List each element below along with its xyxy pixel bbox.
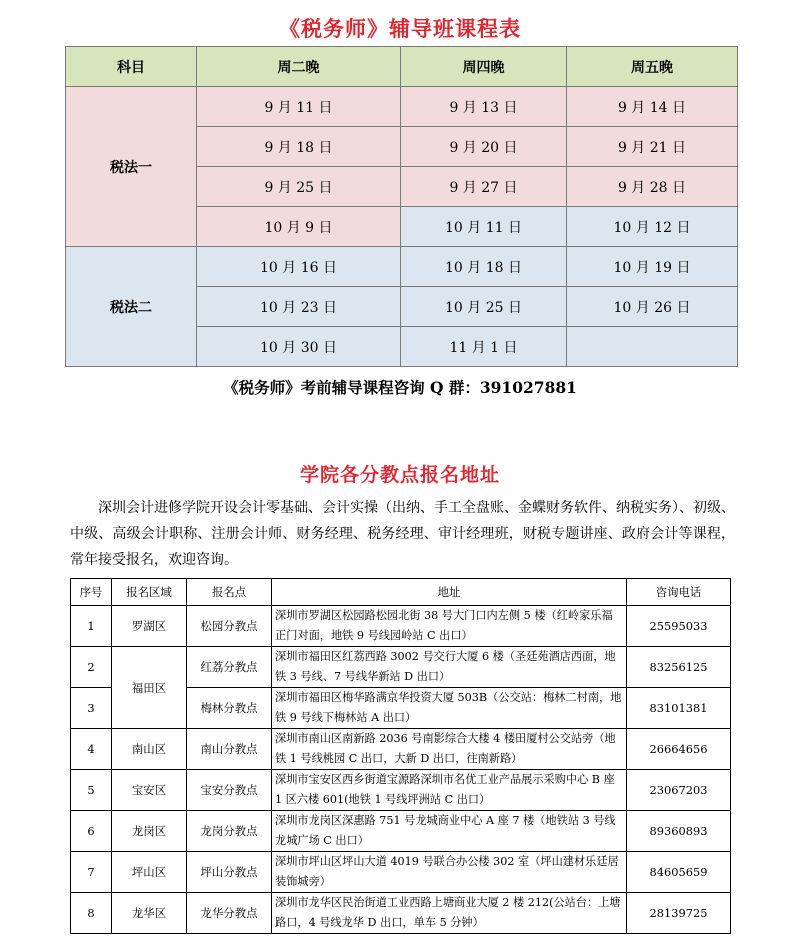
schedule-cell: 10 月 25 日 bbox=[401, 287, 567, 327]
schedule-cell: 9 月 28 日 bbox=[567, 167, 738, 207]
schedule-title: 《税务师》辅导班课程表 bbox=[279, 17, 521, 41]
row-address: 深圳市龙华区民治街道工业西路上塘商业大厦 2 楼 212(公站台：上塘路口，4 号线龙华 D 出口，单车 5 分钟） bbox=[272, 893, 627, 934]
row-area: 福田区 bbox=[112, 647, 187, 729]
row-phone: 83256125 bbox=[627, 647, 731, 688]
row-site: 龙华分教点 bbox=[187, 893, 272, 934]
row-address: 深圳市罗湖区松园路松园北街 38 号大门口内左侧 5 楼（红岭家乐福正门对面，地铁 9 号线园岭站 C 出口） bbox=[272, 606, 627, 647]
row-no: 5 bbox=[71, 770, 112, 811]
row-area: 宝安区 bbox=[112, 770, 187, 811]
schedule-cell: 11 月 1 日 bbox=[401, 327, 567, 367]
row-no: 2 bbox=[71, 647, 112, 688]
row-site: 龙岗分教点 bbox=[187, 811, 272, 852]
schedule-cell: 10 月 11 日 bbox=[401, 207, 567, 247]
schedule-cell: 10 月 9 日 bbox=[197, 207, 401, 247]
row-phone: 26664656 bbox=[627, 729, 731, 770]
header-tuesday: 周二晚 bbox=[197, 47, 401, 87]
row-phone: 84605659 bbox=[627, 852, 731, 893]
schedule-cell: 10 月 19 日 bbox=[567, 247, 738, 287]
row-address: 深圳市坪山区坪山大道 4019 号联合办公楼 302 室（坪山建材乐廷居装饰城旁） bbox=[272, 852, 627, 893]
header-thursday: 周四晚 bbox=[401, 47, 567, 87]
schedule-cell: 10 月 12 日 bbox=[567, 207, 738, 247]
table-row bbox=[71, 811, 731, 852]
schedule-cell: 9 月 21 日 bbox=[567, 127, 738, 167]
row-address: 深圳市龙岗区深惠路 751 号龙城商业中心 A 座 7 楼（地铁站 3 号线龙城广场 C 出口） bbox=[272, 811, 627, 852]
schedule-cell: 9 月 14 日 bbox=[567, 87, 738, 127]
schedule-cell: 9 月 18 日 bbox=[197, 127, 401, 167]
row-area: 坪山区 bbox=[112, 852, 187, 893]
schedule-cell: 10 月 26 日 bbox=[567, 287, 738, 327]
row-address: 深圳市福田区红荔西路 3002 号交行大厦 6 楼（圣廷苑酒店西面，地铁 3 号线、7 号线华新站 D 出口） bbox=[272, 647, 627, 688]
row-no: 1 bbox=[71, 606, 112, 647]
schedule-cell: 9 月 27 日 bbox=[401, 167, 567, 207]
table-row bbox=[71, 729, 731, 770]
header-subject: 科目 bbox=[66, 47, 197, 87]
row-site: 坪山分教点 bbox=[187, 852, 272, 893]
row-phone: 28139725 bbox=[627, 893, 731, 934]
row-phone: 83101381 bbox=[627, 688, 731, 729]
qq-group-line: 《税务师》考前辅导课程咨询 Q 群：391027881 bbox=[223, 378, 577, 397]
row-site: 梅林分教点 bbox=[187, 688, 272, 729]
intro-paragraph: 深圳会计进修学院开设会计零基础、会计实操（出纳、手工全盘账、金蝶财务软件、纳税实务）、初级、中级、高级会计职称、注册会计师、财务经理、税务经理、审计经理班，财税专题讲座、政府会计等课程，常年接受报名，欢迎咨询。 bbox=[70, 500, 735, 568]
row-no: 8 bbox=[71, 893, 112, 934]
schedule-cell: 10 月 18 日 bbox=[401, 247, 567, 287]
schedule-cell: 10 月 16 日 bbox=[197, 247, 401, 287]
subject-tax-law-1: 税法一 bbox=[66, 87, 197, 247]
header-area: 报名区域 bbox=[112, 579, 187, 606]
schedule-cell: 9 月 25 日 bbox=[197, 167, 401, 207]
branch-header-row bbox=[71, 579, 731, 606]
table-row bbox=[71, 770, 731, 811]
schedule-row bbox=[66, 87, 738, 127]
schedule-cell: 10 月 30 日 bbox=[197, 327, 401, 367]
schedule-cell: 10 月 23 日 bbox=[197, 287, 401, 327]
row-phone: 25595033 bbox=[627, 606, 731, 647]
header-no: 序号 bbox=[71, 579, 112, 606]
row-phone: 23067203 bbox=[627, 770, 731, 811]
row-area: 罗湖区 bbox=[112, 606, 187, 647]
row-address: 深圳市宝安区西乡街道宝源路深圳市名优工业产品展示采购中心 B 座 1 区六楼 601(地铁 1 号线坪洲站 C 出口） bbox=[272, 770, 627, 811]
header-friday: 周五晚 bbox=[567, 47, 738, 87]
row-no: 7 bbox=[71, 852, 112, 893]
branches-title: 学院各分教点报名地址 bbox=[299, 464, 500, 486]
schedule-cell bbox=[567, 327, 738, 367]
row-no: 3 bbox=[71, 688, 112, 729]
header-phone: 咨询电话 bbox=[627, 579, 731, 606]
header-site: 报名点 bbox=[187, 579, 272, 606]
header-address: 地址 bbox=[272, 579, 627, 606]
table-row bbox=[71, 852, 731, 893]
branch-table bbox=[70, 578, 731, 934]
table-row bbox=[71, 893, 731, 934]
row-area: 龙岗区 bbox=[112, 811, 187, 852]
schedule-table bbox=[65, 46, 738, 367]
schedule-cell: 9 月 20 日 bbox=[401, 127, 567, 167]
row-address: 深圳市福田区梅华路满京华投资大厦 503B（公交站：梅林二村南，地铁 9 号线下梅林站 A 出口） bbox=[272, 688, 627, 729]
row-no: 4 bbox=[71, 729, 112, 770]
schedule-header-row bbox=[66, 47, 738, 87]
row-address: 深圳市南山区南新路 2036 号南影综合大楼 4 楼田厦村公交站旁（地铁 1 号线桃园 C 出口，大新 D 出口，往南新路） bbox=[272, 729, 627, 770]
row-site: 宝安分教点 bbox=[187, 770, 272, 811]
row-phone: 89360893 bbox=[627, 811, 731, 852]
schedule-cell: 9 月 13 日 bbox=[401, 87, 567, 127]
row-site: 松园分教点 bbox=[187, 606, 272, 647]
row-area: 龙华区 bbox=[112, 893, 187, 934]
row-area: 南山区 bbox=[112, 729, 187, 770]
row-no: 6 bbox=[71, 811, 112, 852]
row-site: 红荔分教点 bbox=[187, 647, 272, 688]
table-row bbox=[71, 647, 731, 688]
schedule-cell: 9 月 11 日 bbox=[197, 87, 401, 127]
table-row bbox=[71, 606, 731, 647]
subject-tax-law-2: 税法二 bbox=[66, 247, 197, 367]
row-site: 南山分教点 bbox=[187, 729, 272, 770]
schedule-row bbox=[66, 247, 738, 287]
